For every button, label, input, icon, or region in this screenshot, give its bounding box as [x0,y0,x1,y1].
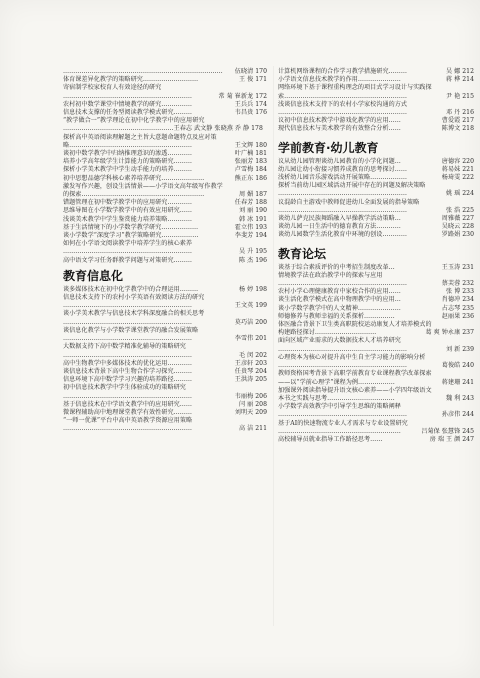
toc-entry [63,286,267,294]
toc-entry-author: 葛俊皓 240 [441,362,474,370]
toc-entry-title: 谈幼儿园一日生活中的德育教育方法………… [278,223,401,231]
toc-entry-title: 心理资本为核心对提升高中生自主学习能力的影响分析 [278,353,426,361]
toc-entry-title: 面向区域产业需求的大数据技术人才培养研究 [278,337,401,345]
toc-entry [63,216,267,224]
toc-entry-title: 网络环境下基于课程重构理念的项目式学习设计与实践探 [278,84,432,92]
toc-entry [278,411,474,419]
toc-entry-author: 卢雪梅 184 [234,166,267,174]
toc-entry-title: ……………………………………………………… [278,345,408,353]
toc-entry-title: “一师一优课”平台中高中英语教学资源应用策略 [63,417,193,425]
toc-entry [63,384,267,392]
toc-entry-title: ……………………………………………………… [63,248,193,256]
toc-entry-title: 谈基于综合素质评价的中考招生制度改革… [278,263,395,271]
toc-entry-author: 刘 新 239 [445,345,474,353]
toc-entry-author: 王文辉 180 [234,141,267,149]
toc-entry-author: 霍立伟 193 [234,223,267,231]
toc-entry-title: 议从幼儿园管理谈幼儿园教育的小学化问题… [278,157,401,165]
toc-entry [63,368,267,376]
toc-entry-title: 小学语文信息技术教学的作用………………… [278,76,401,84]
toc-entry-author: 刘明天 209 [234,408,267,416]
toc-entry-author: 吴 娜 212 [445,68,474,75]
toc-entry [278,436,474,444]
toc-entry-author: 邓 丹 216 [445,109,474,117]
toc-entry-title: …………………………………………………………………… [63,68,223,75]
toc-entry-author: 姚 瑶 224 [445,190,474,198]
toc-entry-author: 韩 冰 191 [238,215,267,223]
toc-entry-author: 毛 闵 202 [238,351,267,359]
toc-entry-author: 伍晓清 170 [234,68,267,75]
toc-entry [63,125,267,133]
left-column [63,68,267,434]
toc-entry-title: ……………………………………………………… [63,425,193,433]
toc-entry-author: 任春芳 188 [234,199,267,207]
toc-entry-title: “教学做合一”教学理论在初中化学教学中的应用研究 [63,117,205,125]
toc-entry [63,401,267,409]
toc-entry [63,319,267,327]
toc-entry-title: 错题管理在初中数学教学中的应用研究………… [63,199,193,207]
toc-entry [63,409,267,417]
toc-entry-title: 教师资格国考背景下高职学前教育专业课程教学改革探索 [278,370,432,378]
toc-entry-title: 高中生物教学中多媒体技术的优化运用………… [63,359,193,367]
toc-entry-author: 蒋建珊 241 [441,378,474,386]
toc-entry-title: 高校辅导员就业指导工作路径思考…… [278,435,383,443]
toc-entry-title: 谈生活化教学模式在高中物理教学中的应用… [278,296,401,304]
toc-entry [63,425,267,433]
toc-entry-author: 刘 丽 190 [238,207,267,215]
toc-entry-title: 信息技术支撑的任务型阅读教学模式研究……… [63,109,193,117]
toc-entry-title: 构建路径探讨………………………… [278,329,377,337]
toc-entry-title: 谈信息技术背景下高中生物合作学习探究……… [63,367,193,375]
toc-entry-title: 微课程辅助高中地理课堂教学有效性研究……… [63,408,193,416]
toc-entry-author: 周雅薇 227 [441,215,474,223]
toc-entry-title: ……………………………………………………… [63,392,193,400]
toc-entry-author: 葛 爽 钟永康 237 [425,329,474,337]
toc-entry [63,343,267,351]
page-gutter [273,66,274,626]
toc-entry-title: ……………………………………………………… [63,318,193,326]
toc-entry-title: 高中语文学习任务群教学问题与对策研究……… [63,256,193,264]
toc-entry [278,101,474,109]
toc-entry [63,166,267,174]
toc-entry [63,310,267,318]
toc-entry-author: 周 媚 187 [238,191,267,199]
toc-entry-author: 房 瑞 王 颜 247 [429,435,474,443]
toc-entry-title: 谈幼儿园数学生活化教育中环境的创设………… [278,231,408,239]
toc-entry [278,395,474,403]
toc-entry-title: 略…………………………………………………… [63,141,193,149]
toc-entry-title: 信息技术支持下的农村小学英语有效阅读方法的研究 [63,294,205,302]
toc-entry-title: 谈幼儿萨克民族舞蹈融入早操教学活动策略… [278,215,401,223]
toc-entry-author: 魏 利 243 [445,394,474,402]
toc-entry-title: 基于信息技术在中学语文教学中的应用研究…… [63,400,193,408]
toc-entry-author: 张丽芳 183 [234,158,267,166]
toc-entry-author: 肖德冲 234 [441,296,474,304]
toc-entry-author: 韦昌贵 176 [234,109,267,117]
toc-entry-title: …………………………………………………… [278,427,401,435]
toc-entry [63,175,267,183]
toc-entry-title: 议混龄自主游戏中教师促进幼儿全面发展的指导策略 [278,198,420,206]
toc-entry [278,68,474,76]
right-entries [278,68,474,134]
toc-entry [278,109,474,117]
toc-entry-title: 信息环境下高中数学学习兴趣的培养路径……… [63,376,193,384]
toc-entry-title: 探析高中英语阅读理解题之主旨大意题命题特点及应对策 [63,133,217,141]
toc-entry [278,420,474,428]
right-section1-entries [278,158,474,240]
toc-entry-title: 小学数学高效教学中引导学生思维的策略阐释 [278,403,401,411]
toc-entry [63,93,267,101]
section-title-education-forum: 教育论坛 [278,246,327,261]
toc-entry [63,207,267,215]
toc-entry-author: 占志琴 235 [441,304,474,312]
toc-entry-title: 谈初中数学教学中归纳推理意识的渗透………… [63,150,193,158]
toc-entry [278,174,474,182]
toc-entry [63,84,267,92]
toc-entry-title: 探析当前幼儿园区域活动开展中存在的问题及解决策略 [278,182,426,190]
toc-entry [278,305,474,313]
toc-entry-author: 叶广楠 181 [234,150,267,158]
toc-entry-author: 赵丽果 236 [441,312,474,320]
toc-entry-title: 浅析幼儿园音乐游戏活动开展策略……………… [278,174,408,182]
toc-entry [278,207,474,215]
toc-entry [278,387,474,395]
toc-entry-author: 唐德容 220 [441,157,474,165]
toc-entry-author: 蒋易妹 221 [441,165,474,173]
toc-entry [278,166,474,174]
toc-entry-author: 李雪伟 201 [234,335,267,343]
toc-entry-title: 谈小学美术教学与信息技术学科深度融合的相关思考 [63,310,205,318]
toc-entry-title: 计算机网络课程的合作学习教学措施研究……… [278,68,408,75]
toc-entry-title: 如何在小学语文阅读教学中培养学生的核心素养 [63,240,193,248]
toc-entry-author: 吴晓云 228 [441,223,474,231]
toc-entry [278,264,474,272]
toc-entry-title: 寄宿制学校家校育人有效途径的研究 [63,84,162,92]
section-title-preschool-education: 学前教育·幼儿教育 [278,140,379,155]
toc-entry [63,109,267,117]
toc-entry-title: 基于生活情境下的小学数学教学研究……………… [63,223,199,231]
toc-entry-title: 农村初中数学课堂中情境教学的研究…………… [63,100,193,108]
toc-entry-title: 大数据支持下高中数学精准化辅导的策略研究 [63,343,186,351]
toc-entry-title: 培养小学高年级学生计算能力的策略研究……… [63,158,193,166]
toc-entry-title: 初中信息技术教学中学生体验成功的策略研究 [63,384,186,392]
toc-entry [278,272,474,280]
toc-entry-title: 基于AI的快速物流专业人才需求与专业设置研究 [278,419,408,427]
toc-entry-author: 王兵兵 174 [234,100,267,108]
toc-entry-title: 体医融合背景下卫生类高职院校运动康复人才培养模式的 [278,321,432,329]
toc-entry-title: 初中思想品德学科核心素养培养研究………………… [63,174,205,182]
left-section-entries [63,286,267,434]
toc-entry-author: 李斐芳 194 [234,232,267,240]
toc-entry-title: 谈多媒体技术在初中化学教学中的合理运用……… [63,285,199,293]
toc-entry-author: 王洪涛 205 [234,376,267,384]
toc-entry-title: ………………………………………………王春志 武文静 张晓燕 乔 静 178 [63,125,263,133]
toc-entry-title: ……………………………………………………… [63,351,193,359]
toc-entry-author: 张 浩 225 [445,206,474,214]
toc-entry-title: 现代信息技术与美术教学的有效整合分析…… [278,125,401,133]
toc-entry-title: ——以“学前心理学”课程为例……………… [278,378,395,386]
toc-entry [278,296,474,304]
toc-entry-author: 张 博 233 [445,288,474,296]
toc-entry-author: 熊正东 186 [234,174,267,182]
toc-entry-title: 谈小学数学“深度学习”教学策略研究……………… [63,232,199,240]
toc-entry-title: ……………………………………………………… [278,362,408,370]
toc-entry [278,199,474,207]
toc-entry [278,125,474,133]
toc-entry [63,224,267,232]
toc-entry [278,337,474,345]
toc-entry-author: 蔡芙蓉 232 [441,280,474,288]
toc-entry-title: ……………………………………………………… [63,335,193,343]
toc-entry-author: 陈博文 218 [441,125,474,133]
toc-entry-title: 索…………………………………………………… [278,92,408,100]
toc-entry-title: 师德修养与教师幸福的关系探析…………… [278,312,395,320]
toc-entry-author: 王 俊 171 [238,76,267,84]
toc-entry-title: 激发写作兴趣，创设生活情景——小学语文高年级写作教学 [63,182,223,190]
toc-entry-title: 农村小学心理健康教育中家校合作的应用…… [278,288,401,296]
toc-entry-author: 常 菊 崔新龙 172 [218,92,267,100]
left-entries [63,68,267,265]
toc-entry-title: ……………………………………………………… [278,190,408,198]
right-column [278,68,474,444]
toc-entry [278,190,474,198]
toc-entry-author: 杨 婷 198 [238,285,267,293]
toc-entry-author: 罗路娟 230 [441,231,474,239]
toc-entry-author: 高 洁 211 [238,425,267,433]
toc-entry-title: ……………………………………………………… [63,92,193,100]
toc-entry [63,393,267,401]
toc-entry-title: 浅谈美术教学中学生鉴赏能力培养策略………… [63,215,193,223]
toc-entry-title: 加强课外阅读指导提升语文核心素养——小学四年级语文 [278,386,432,394]
toc-entry-title: ……………………………………………………… [63,302,193,310]
toc-entry-title: 议初中信息技术教学中游戏化教学的应用…… [278,117,401,125]
toc-entry [278,354,474,362]
toc-entry [63,150,267,158]
toc-entry [278,346,474,354]
toc-entry [63,68,267,76]
toc-entry [278,370,474,378]
toc-entry [63,248,267,256]
toc-entry-author: 任贵琴 204 [234,367,267,375]
toc-entry [278,93,474,101]
toc-entry-title: 浅谈信息技术支持下的农村小学家校沟通的方式 [278,100,408,108]
toc-entry-author: 王文英 199 [234,302,267,310]
toc-entry [278,313,474,321]
section-title-education-informatization: 教育信息化 [63,268,124,283]
toc-entry-author: 尹 艳 215 [445,92,474,100]
toc-entry [278,428,474,436]
toc-entry-author: 韦丽梅 206 [234,392,267,400]
toc-entry-author: 闫 丽 208 [238,400,267,408]
toc-entry-title: 本书之实践与思考…………………………… [278,394,395,402]
toc-entry-title: 的探索…………………………………………………… [63,191,205,199]
toc-entry-author: 曹爱霞 217 [441,117,474,125]
toc-entry [278,84,474,92]
toc-entry-title: ……………………………………………………… [278,206,408,214]
toc-entry-author: 莫巧洁 200 [234,318,267,326]
right-section2-entries [278,264,474,444]
toc-entry [63,327,267,335]
toc-entry [63,101,267,109]
toc-entry-title: 谈小学数学教学中的人文精神………………… [278,304,401,312]
toc-entry [278,231,474,239]
toc-entry-author: 吴 升 195 [238,248,267,256]
toc-entry-title: 幼儿园让幼小衔接习惯养成教育的思考探讨…… [278,165,408,173]
toc-entry-author: 杨琦雯 222 [441,174,474,182]
toc-entry-title: 探析小学美术教学中学生动手能力的培养……… [63,166,193,174]
toc-entry-title: 体育课差异化教学的策略研究……………………… [63,76,199,84]
toc-entry-author: 蒋 桦 214 [445,76,474,84]
toc-entry [63,183,267,191]
toc-entry [63,360,267,368]
toc-entry-author: 王玉涛 231 [441,263,474,271]
toc-entry [278,158,474,166]
toc-entry-title: ……………………………………………………… [278,109,408,117]
toc-entry-title: 情境教学法在政治教学中的探索与应用 [278,271,383,279]
toc-entry [63,257,267,265]
toc-entry-author: 吕菊保 张慧锋 245 [421,427,474,435]
toc-entry-author: 孙彦伟 244 [441,411,474,419]
toc-entry-author: 王彦轩 203 [234,359,267,367]
toc-entry [63,142,267,150]
toc-entry-title: 谈信息化教学与小学数学课堂教学的融合发展策略 [63,326,199,334]
toc-entry [278,379,474,387]
toc-entry-author: 陈 杰 196 [238,256,267,264]
toc-entry-title: ……………………………………………………… [278,280,408,288]
toc-entry [63,134,267,142]
toc-entry-title: ……………………………………………………… [278,411,408,419]
toc-entry-title: 思维导图在小学数学教学中的有效应用研究…… [63,207,193,215]
toc-entry [63,352,267,360]
